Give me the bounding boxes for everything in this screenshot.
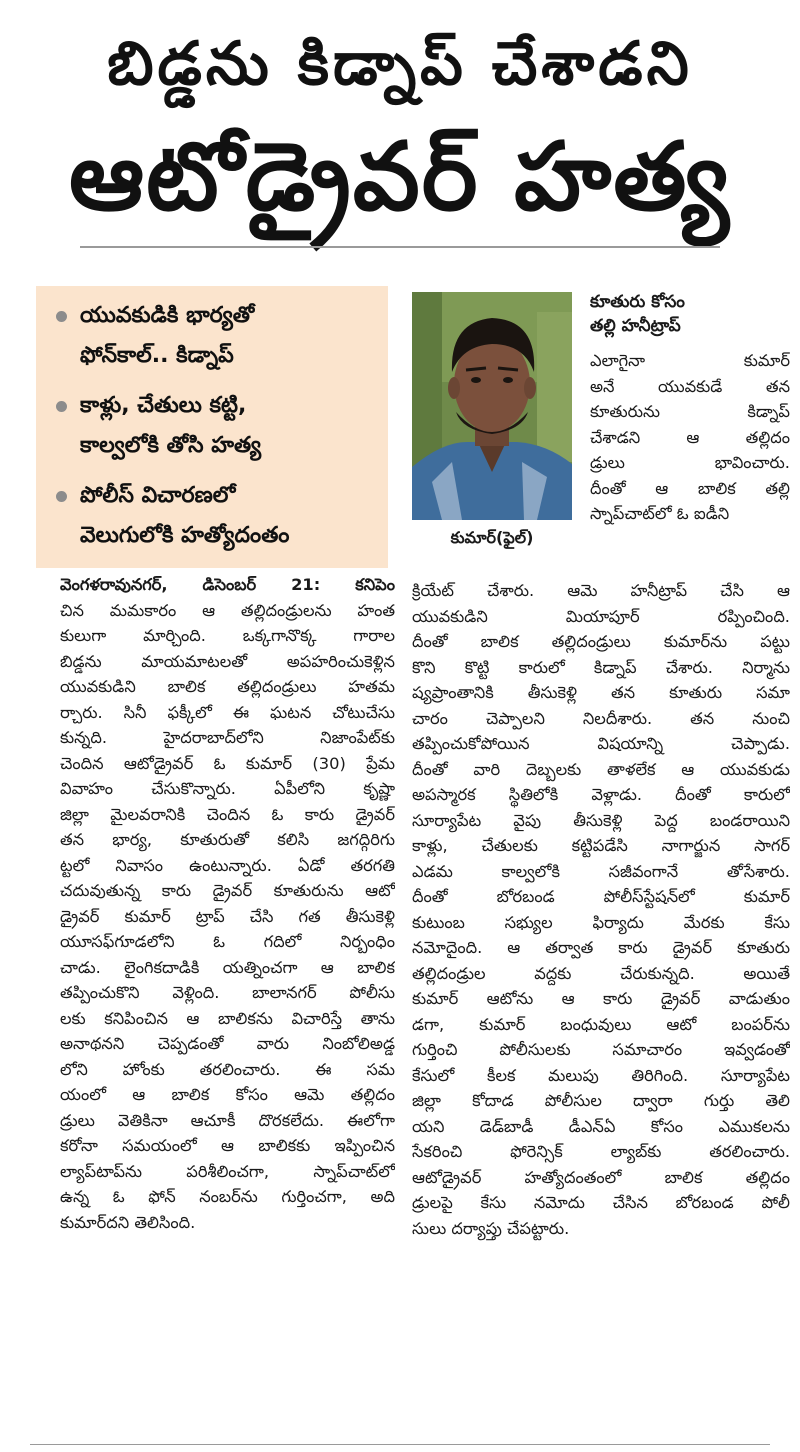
article-line: ఉన్న ఓ ఫోన్ నంబర్‌ను గుర్తించగా, అది: [60, 1187, 395, 1206]
bullet-icon: [56, 491, 67, 502]
article-line: ల్యాప్‌టాప్‌ను పరిశీలించగా, స్నాప్‌చాట్‌లో: [60, 1161, 395, 1181]
highlight-line: కాల్వలోకి తోసి హత్య: [80, 433, 262, 458]
article-line: కుమార్‌దని తెలిసింది.: [60, 1212, 196, 1232]
highlight-item: [56, 386, 386, 466]
bottom-divider: [30, 1444, 770, 1445]
highlight-line: వెలుగులోకి హత్యోదంతం: [80, 523, 290, 548]
article-line: సేకరించి ఫోరెన్సిక్ ల్యాబ్‌కు తరలించారు.: [412, 1142, 790, 1161]
bullet-icon: [56, 311, 67, 322]
person-photo-icon: [412, 292, 572, 520]
article-line: ఎడమ కాల్వలోకి సజీవంగానే తోసేశారు.: [412, 861, 790, 881]
article-line: డగా, కుమార్ బంధువులు ఆటో బంపర్‌ను: [412, 1014, 790, 1034]
highlight-line: పోలీస్ విచారణలో: [80, 483, 236, 508]
article-line: చేశాడని ఆ తల్లిదం: [590, 427, 790, 447]
article-line: లకు కనిపించిన ఆ బాలికను విచారిస్తే తాను: [60, 1008, 395, 1028]
article-line: అనే యువకుడే తన: [590, 376, 790, 396]
article-line: చెందిన ఆటోడ్రైవర్ ఓ కుమార్ (30) ప్రేమ: [60, 753, 395, 773]
article-line: కేసులో కీలక మలుపు తిరిగింది. సూర్యాపేట: [412, 1065, 790, 1085]
article-line: యని డెడ్‌బాడీ డీఎన్‌ఏ కోసం ఎముకలను: [412, 1116, 790, 1136]
highlight-line: ఫోన్‌కాల్.. కిడ్నాప్: [80, 343, 234, 368]
article-line: దీంతో వారి దెబ్బలకు తాళలేక ఆ యువకుడు: [412, 759, 790, 779]
headline-line-1: బిడ్డను కిడ్నాప్ చేశాడని: [107, 29, 693, 99]
article-line: యువకుడిని మియాపూర్ రప్పించింది.: [412, 606, 790, 626]
article-line: నమోదైంది. ఆ తర్వాత కారు డ్రైవర్ కూతురు: [412, 938, 790, 957]
highlight-text: [80, 476, 386, 556]
subheading-line: తల్లి హనీట్రాప్: [590, 316, 681, 336]
article-line: తల్లిదండ్రుల వద్దకు చేరుకున్నది. అయితే: [412, 963, 790, 983]
article-line: ట్టలో నివాసం ఉంటున్నారు. ఏడో తరగతి: [60, 855, 395, 875]
highlights-box: [36, 286, 388, 568]
article-line: కాళ్లు, చేతులకు కట్టిపడేసి నాగార్జున సాగర్: [412, 836, 790, 855]
article-line: జిల్లా కోదాడ పోలీసుల ద్వారా గుర్తు తెలి: [412, 1091, 790, 1110]
article-line: క్రియేట్ చేశారు. ఆమె హనీట్రాప్ చేసి ఆ: [412, 581, 790, 600]
article-line: డ్రైవర్ కుమార్ ట్రాప్ చేసి గత తీసుకెళ్లి: [60, 906, 395, 926]
article-line: జిల్లా మైలవరానికి చెందిన ఓ కారు డ్రైవర్: [60, 804, 395, 824]
highlight-line: యువకుడికి భార్యతో: [80, 303, 255, 328]
article-line: కొని కొట్టి కారులో కిడ్నాప్ చేశారు. నిర్మాను: [412, 657, 790, 677]
article-line: ఎలాగైనా కుమార్: [590, 351, 790, 370]
kumar-photo: [412, 292, 572, 520]
article-line: చదువుతున్న కారు డ్రైవర్ కూతురును ఆటో: [60, 881, 395, 900]
highlight-text: [80, 386, 386, 466]
bullet-icon: [56, 401, 67, 412]
article-line: చిన మమకారం ఆ తల్లిదండ్రులను హంత: [60, 600, 395, 620]
article-right-column-top: [590, 348, 790, 527]
article-line: దీంతో ఆ బాలిక తల్లి: [590, 478, 790, 498]
article-line: ఆటోడ్రైవర్ హత్యోదంతంలో బాలిక తల్లిదం: [412, 1167, 790, 1187]
article-line: చాడు. లైంగికదాడికి యత్నించగా ఆ బాలిక: [60, 957, 395, 977]
article-line: అనాథనని చెప్పడంతో వారు నింబోలిఅడ్డ: [60, 1034, 395, 1053]
photo-caption: కుమార్(ఫైల్): [450, 528, 534, 547]
article-line: ర్చారు. సినీ ఫక్కీలో ఈ ఘటన చోటుచేసు: [60, 702, 395, 722]
article-line: డ్రులు వెతికినా ఆచూకీ దొరకలేదు. ఈలోగా: [60, 1110, 395, 1130]
highlight-item: [56, 296, 386, 376]
article-line: చారం చెప్పాలని నిలదీశారు. తన నుంచి: [412, 708, 790, 728]
article-left-column: [60, 572, 395, 1235]
article-subheading: [590, 290, 790, 338]
article-line: గుర్తించి పోలీసులకు సమాచారం ఇవ్వడంతో: [412, 1040, 790, 1059]
headline-divider: [80, 246, 720, 248]
article-line: వెంగళరావునగర్, డిసెంబర్ 21: కనిపెం: [60, 575, 395, 594]
article-line: యంలో ఆ బాలిక కోసం ఆమె తల్లిదం: [60, 1085, 395, 1104]
article-line: డ్రులు భావించారు.: [590, 453, 790, 472]
article-line: యువకుడిని బాలిక తల్లిదండ్రులు హతమ: [60, 677, 395, 696]
article-line: తప్పించుకొని వెళ్లింది. బాలానగర్ పోలీసు: [60, 983, 395, 1002]
article-right-column: [412, 578, 790, 1241]
article-line: ష్యప్రాంతానికి తీసుకెళ్లి తన కూతురు సమా: [412, 683, 790, 702]
article-line: కులుగా మార్చింది. ఒక్కగానొక్క గారాల: [60, 626, 395, 645]
article-line: దీంతో బాలిక తల్లిదండ్రులు కుమార్‌ను పట్టు: [412, 632, 790, 651]
headline-line-2: ఆటోడ్రైవర్ హత్య: [69, 123, 731, 232]
highlight-line: కాళ్లు, చేతులు కట్టి,: [80, 393, 247, 418]
article-line: యూసఫ్‌గూడలోని ఓ గదిలో నిర్బంధిం: [60, 932, 395, 951]
subheading-line: కూతురు కోసం: [590, 292, 685, 312]
article-line: లోని హోంకు తరలించారు. ఈ సమ: [60, 1059, 395, 1079]
highlight-text: [80, 296, 386, 376]
article-line: కరోనా సమయంలో ఆ బాలికకు ఇప్పించిన: [60, 1136, 395, 1155]
article-line: సూర్యాపేట వైపు తీసుకెళ్లి పెద్ద బండరాయిని: [412, 810, 790, 830]
article-line: వివాహం చేసుకొన్నారు. ఏపీలోని కృష్ణా: [60, 779, 395, 798]
highlight-item: [56, 476, 386, 556]
article-line: కుమార్ ఆటోను ఆ కారు డ్రైవర్ వాడుతుం: [412, 989, 790, 1008]
article-line: తన భార్య, కూతురుతో కలిసి జగద్గిరిగు: [60, 830, 395, 849]
article-line: డ్రులపై కేసు నమోదు చేసిన బోరబండ పోలీ: [412, 1193, 790, 1212]
article-line: కుటుంబ సభ్యుల ఫిర్యాదు మేరకు కేసు: [412, 912, 790, 932]
article-line: కూతురును కిడ్నాప్: [590, 402, 790, 421]
article-line: స్నాప్‌చాట్‌లో ఓ ఐడీని: [590, 504, 730, 523]
article-line: కున్నది. హైదరాబాద్‌లోని నిజాంపేట్‌కు: [60, 728, 395, 747]
article-line: అపస్మారక స్థితిలోకి వెళ్లాడు. దీంతో కారులో: [412, 785, 790, 804]
article-line: తప్పించుకోపోయిన విషయాన్ని చెప్పాడు.: [412, 734, 790, 753]
article-line: సులు దర్యాప్తు చేపట్టారు.: [412, 1218, 570, 1238]
article-line: బిడ్డను మాయమాటలతో అపహరించుకెళ్లిన: [60, 651, 395, 671]
article-line: దీంతో బోరబండ పోలీస్‌స్టేషన్‌లో కుమార్: [412, 887, 790, 906]
